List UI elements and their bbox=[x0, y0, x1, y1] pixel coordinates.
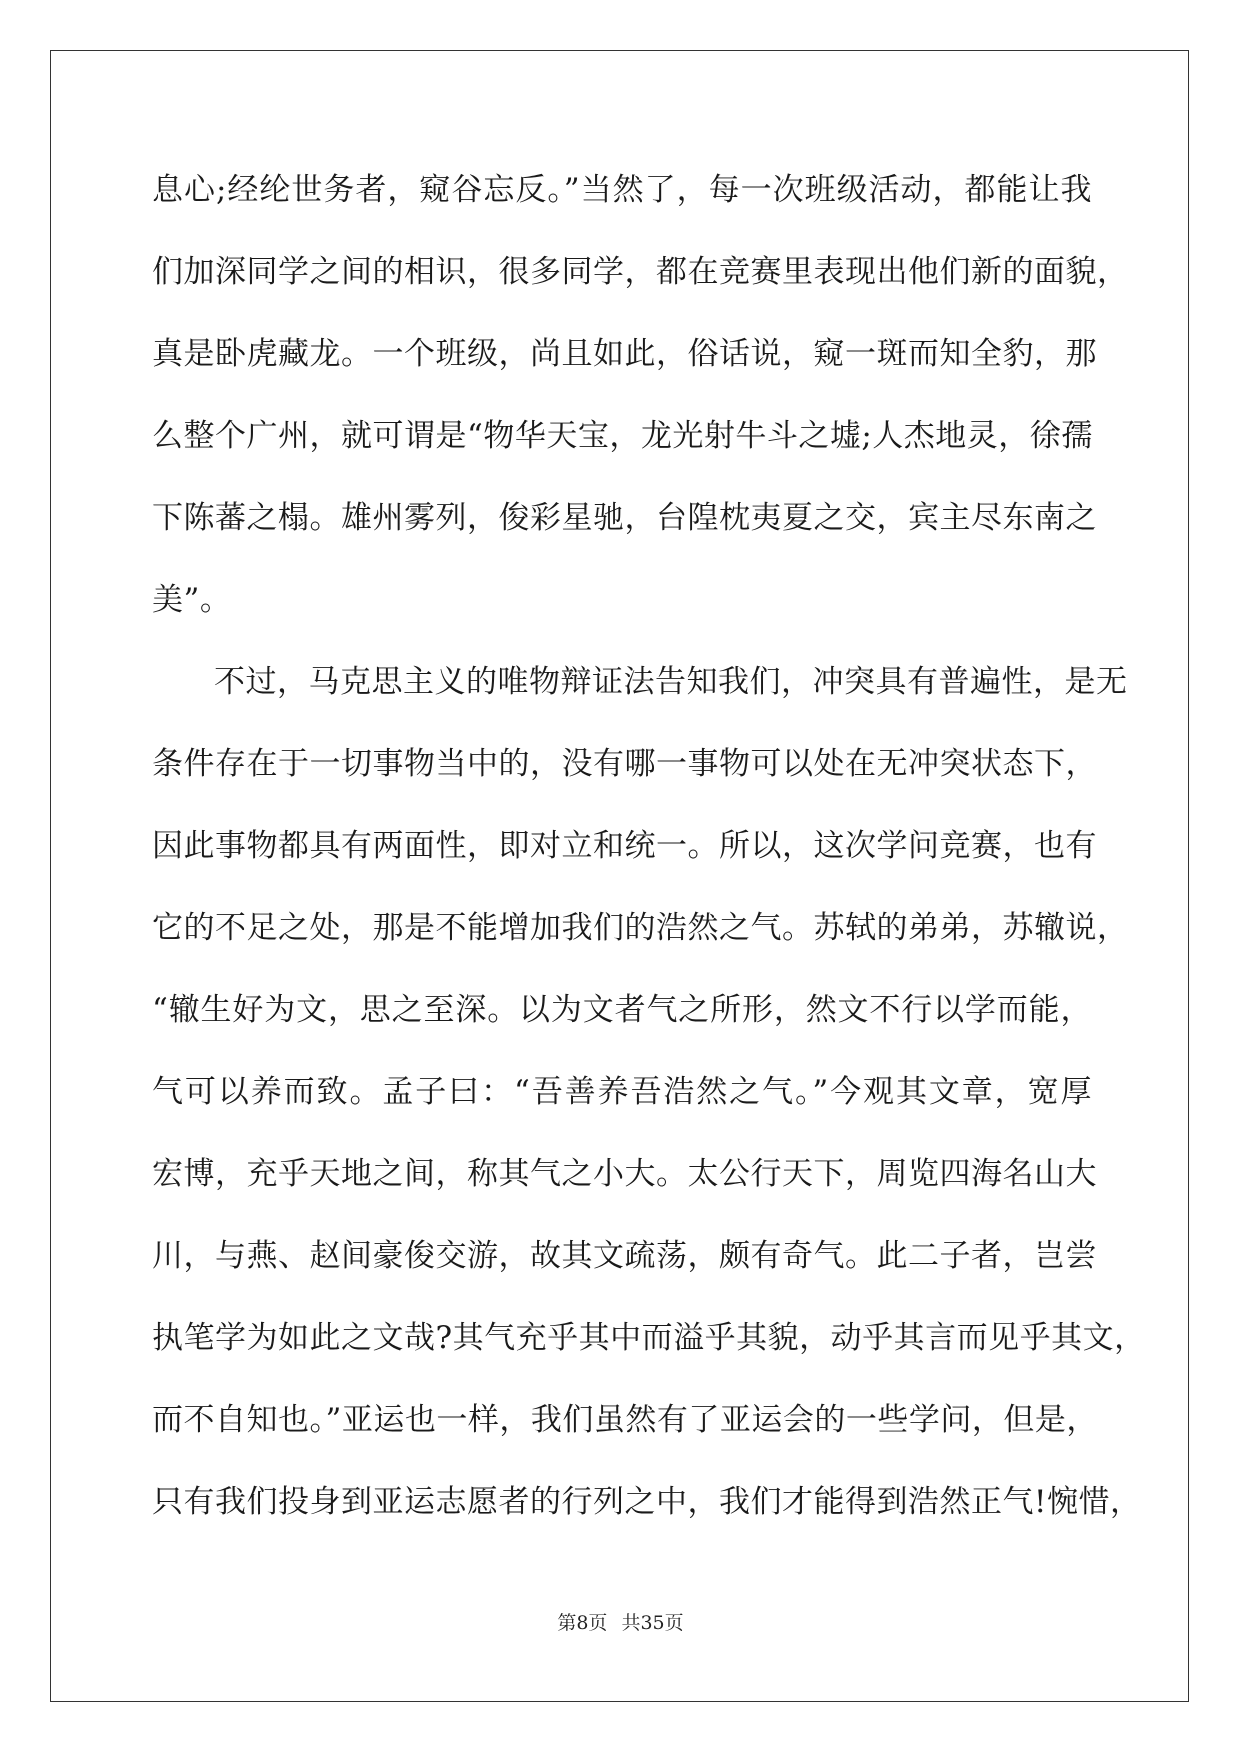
text-line: 不过，马克思主义的唯物辩证法告知我们，冲突具有普遍性，是无 bbox=[214, 664, 1128, 700]
text-line: 只有我们投身到亚运志愿者的行列之中，我们才能得到浩然正气!惋惜， bbox=[152, 1484, 1142, 1520]
text-line: “辙生好为文，思之至深。以为文者气之所形，然文不行以学而能， bbox=[152, 992, 1092, 1028]
text-line: 息心;经纶世务者，窥谷忘反。”当然了，每一次班级活动，都能让我 bbox=[152, 172, 1092, 208]
page-number: 第8页 bbox=[557, 1612, 608, 1634]
page-total: 共35页 bbox=[621, 1612, 684, 1634]
text-line: 下陈蕃之榻。雄州雾列，俊彩星驰，台隍枕夷夏之交，宾主尽东南之 bbox=[152, 500, 1097, 536]
text-line: 美”。 bbox=[152, 582, 232, 618]
text-line: 而不自知也。”亚运也一样，我们虽然有了亚运会的一些学问，但是， bbox=[152, 1402, 1098, 1438]
text-line: 执笔学为如此之文哉?其气充乎其中而溢乎其貌，动乎其言而见乎其文， bbox=[152, 1320, 1146, 1356]
document-body bbox=[152, 160, 1146, 1554]
text-line: 条件存在于一切事物当中的，没有哪一事物可以处在无冲突状态下， bbox=[152, 746, 1097, 782]
text-line: 们加深同学之间的相识，很多同学，都在竞赛里表现出他们新的面貌， bbox=[152, 254, 1129, 290]
text-line: 真是卧虎藏龙。一个班级，尚且如此，俗话说，窥一斑而知全豹，那 bbox=[152, 336, 1097, 372]
text-line: 么整个广州，就可谓是“物华天宝，龙光射牛斗之墟;人杰地灵，徐孺 bbox=[152, 418, 1093, 454]
text-line: 气可以养而致。孟子曰：“吾善养吾浩然之气。”今观其文章，宽厚 bbox=[152, 1074, 1092, 1110]
text-line: 川，与燕、赵间豪俊交游，故其文疏荡，颇有奇气。此二子者，岂尝 bbox=[152, 1238, 1097, 1274]
text-line: 它的不足之处，那是不能增加我们的浩然之气。苏轼的弟弟，苏辙说， bbox=[152, 910, 1129, 946]
text-line: 宏博，充乎天地之间，称其气之小大。太公行天下，周览四海名山大 bbox=[152, 1156, 1097, 1192]
text-line: 因此事物都具有两面性，即对立和统一。所以，这次学问竞赛，也有 bbox=[152, 828, 1097, 864]
page-footer bbox=[0, 1608, 1241, 1635]
